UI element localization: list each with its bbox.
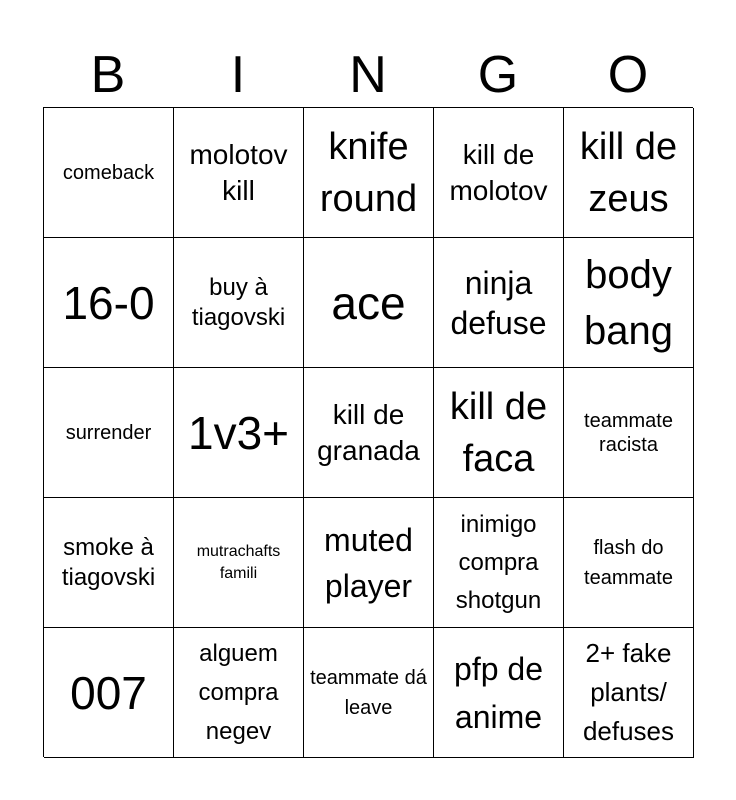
cell-label: 1v3+	[187, 406, 290, 459]
bingo-cell[interactable]	[174, 368, 304, 498]
cell-label: pfp de anime	[454, 650, 543, 735]
bingo-cell[interactable]	[174, 498, 304, 628]
cell-label: ace	[331, 276, 406, 329]
bingo-cell[interactable]	[434, 108, 564, 238]
cell-label: 007	[70, 666, 147, 719]
bingo-board	[43, 107, 693, 757]
cell-label: comeback	[62, 161, 155, 184]
bingo-cell[interactable]	[564, 498, 694, 628]
bingo-cell[interactable]	[304, 108, 434, 238]
bingo-cell[interactable]	[564, 628, 694, 758]
cell-label: surrender	[65, 421, 152, 444]
cell-label: body bang	[584, 252, 673, 353]
cell-label: kill de molotov	[449, 138, 548, 206]
bingo-cell[interactable]	[174, 108, 304, 238]
cell-label: flash do teammate	[584, 536, 673, 589]
header-letter-i: I	[230, 46, 246, 104]
cell-label: kill de granada	[317, 398, 420, 466]
header-letter-n: N	[349, 46, 387, 104]
cell-label: ninja defuse	[450, 264, 547, 341]
bingo-cell[interactable]	[44, 108, 174, 238]
cell-label: knife round	[319, 125, 418, 220]
bingo-header	[43, 42, 693, 108]
bingo-cell[interactable]	[564, 368, 694, 498]
bingo-cell[interactable]	[434, 238, 564, 368]
bingo-cell[interactable]	[304, 498, 434, 628]
header-letter-o: O	[607, 46, 649, 104]
bingo-cell[interactable]	[304, 628, 434, 758]
bingo-cell[interactable]	[174, 628, 304, 758]
bingo-cell[interactable]	[434, 368, 564, 498]
bingo-cell[interactable]	[564, 108, 694, 238]
cell-label: teammate racista	[584, 409, 673, 456]
header-letter-b: B	[90, 46, 126, 104]
bingo-cell[interactable]	[44, 238, 174, 368]
cell-label: teammate dá leave	[310, 666, 427, 719]
cell-label: kill de faca	[449, 385, 548, 480]
bingo-cell[interactable]	[564, 238, 694, 368]
cell-label: muted player	[324, 521, 413, 604]
cell-label: buy à tiagovski	[191, 273, 286, 331]
cell-label: 2+ fake plants/ defuses	[582, 638, 675, 746]
bingo-cell[interactable]	[44, 368, 174, 498]
bingo-cell[interactable]	[304, 238, 434, 368]
cell-label: kill de zeus	[579, 125, 678, 220]
cell-label: smoke à tiagovski	[61, 533, 156, 591]
cell-label: 16-0	[62, 276, 155, 329]
bingo-cell[interactable]	[434, 498, 564, 628]
cell-label: alguem compra negev	[198, 640, 279, 745]
cell-label: inimigo compra shotgun	[455, 510, 542, 614]
bingo-cell[interactable]	[44, 628, 174, 758]
cell-label: mutrachafts famili	[196, 542, 281, 582]
bingo-cell[interactable]	[174, 238, 304, 368]
bingo-cell[interactable]	[434, 628, 564, 758]
bingo-cell[interactable]	[304, 368, 434, 498]
header-letter-g: G	[477, 46, 519, 104]
bingo-cell[interactable]	[44, 498, 174, 628]
cell-label: molotov kill	[189, 138, 288, 206]
